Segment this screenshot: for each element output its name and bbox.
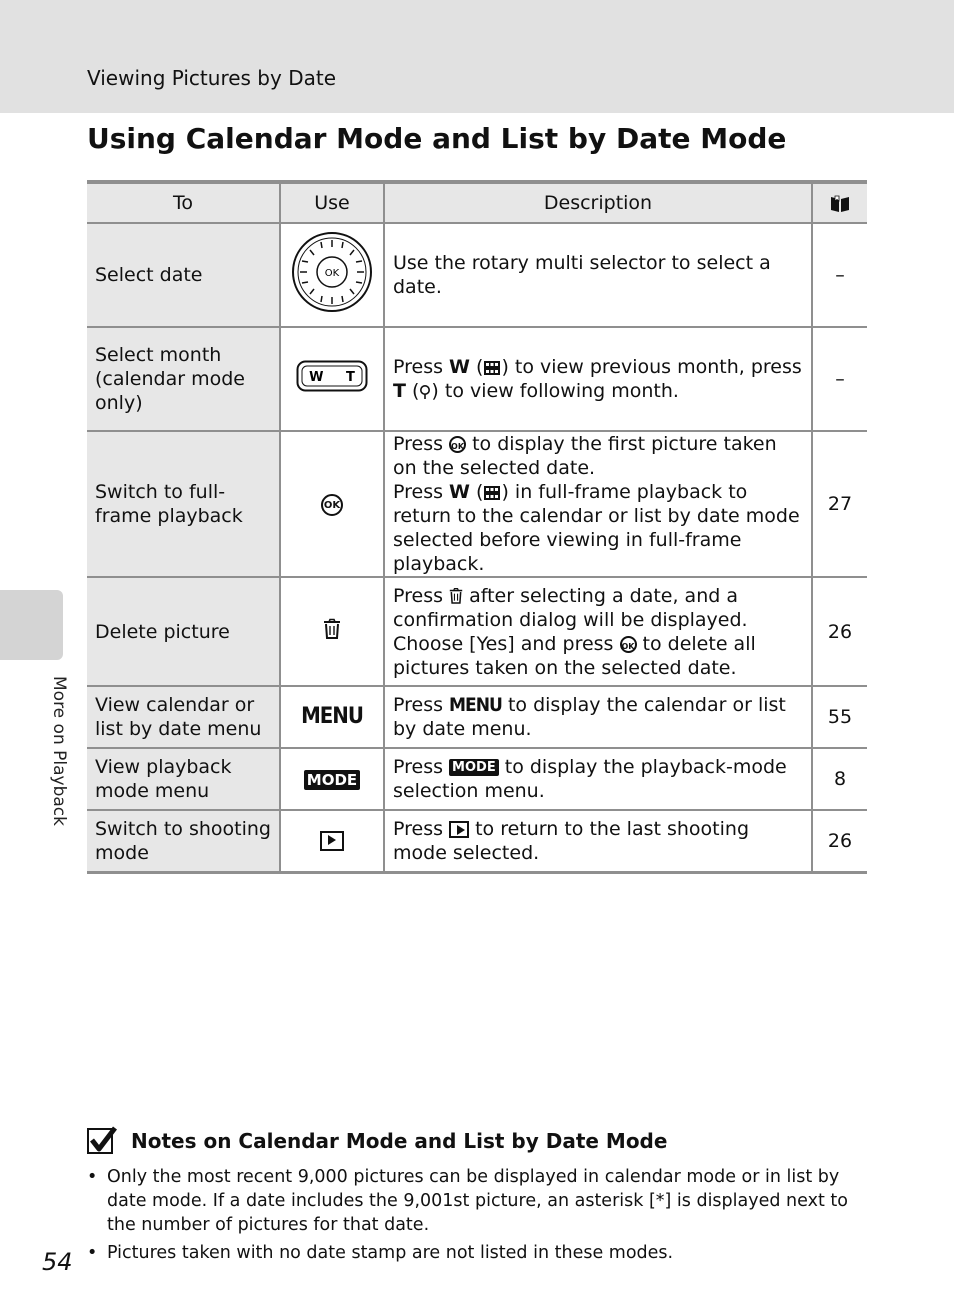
use-cell bbox=[280, 431, 384, 577]
zoom-magnifier-icon bbox=[419, 384, 431, 400]
table-row bbox=[87, 686, 867, 748]
zoom-control-icon bbox=[296, 360, 368, 392]
table-row bbox=[87, 748, 867, 810]
row-description: Press OK to display the first picture taken on the selected date. Press W ( ) in full-frame playback to return to the calendar or list by date mode selected before viewing in full-frame playback. bbox=[384, 431, 812, 577]
controls-table bbox=[87, 180, 867, 874]
mode-button-icon: MODE bbox=[304, 770, 360, 790]
table-row bbox=[87, 223, 867, 327]
row-description: Press MENU to display the calendar or list by date menu. bbox=[384, 686, 812, 748]
playback-button-icon bbox=[320, 831, 344, 851]
row-description: Press W ( ) to view previous month, press T ( ) to view following month. bbox=[384, 327, 812, 431]
w-key: W bbox=[449, 481, 471, 503]
use-cell bbox=[280, 686, 384, 748]
ok-button-icon: OK bbox=[620, 636, 637, 653]
row-ref: 27 bbox=[812, 431, 867, 577]
mode-button-icon: MODE bbox=[449, 759, 499, 776]
use-cell bbox=[280, 577, 384, 686]
header-use: Use bbox=[280, 182, 384, 223]
thumbnail-grid-icon bbox=[483, 485, 501, 501]
notes-list bbox=[87, 1165, 867, 1269]
header-ref bbox=[812, 182, 867, 223]
row-to: Select date bbox=[87, 223, 280, 327]
row-to: Switch to shooting mode bbox=[87, 810, 280, 872]
use-cell bbox=[280, 748, 384, 810]
menu-button-icon: MENU bbox=[449, 694, 502, 716]
row-ref: 26 bbox=[812, 577, 867, 686]
table-header-row bbox=[87, 182, 867, 223]
table-row bbox=[87, 810, 867, 872]
table-row bbox=[87, 431, 867, 577]
row-description: Press to return to the last shooting mode selected. bbox=[384, 810, 812, 872]
t-key: T bbox=[393, 380, 406, 402]
use-cell bbox=[280, 327, 384, 431]
table-row bbox=[87, 577, 867, 686]
row-description: Press after selecting a date, and a confirmation dialog will be displayed. Choose [Yes] and press OK to delete all pictures taken on the selected date. bbox=[384, 577, 812, 686]
list-item: • Only the most recent 9,000 pictures can be displayed in calendar mode or in list by date mode. If a date includes the 9,001st picture, an asterisk [*] is displayed next to the number of pictures for that date. bbox=[87, 1165, 867, 1237]
row-to: Select month (calendar mode only) bbox=[87, 327, 280, 431]
side-tab-label: More on Playback bbox=[49, 676, 69, 826]
row-ref: 55 bbox=[812, 686, 867, 748]
menu-button-icon: MENU bbox=[301, 704, 363, 729]
header-band bbox=[0, 0, 954, 113]
ok-label: OK bbox=[324, 268, 340, 279]
row-ref: 8 bbox=[812, 748, 867, 810]
checkmark-icon bbox=[87, 1126, 117, 1156]
row-to: View playback mode menu bbox=[87, 748, 280, 810]
ok-button-icon: OK bbox=[449, 436, 466, 453]
use-cell bbox=[280, 223, 384, 327]
trash-icon bbox=[323, 618, 341, 640]
ok-button-icon: OK bbox=[321, 494, 343, 516]
row-ref: 26 bbox=[812, 810, 867, 872]
w-key: W bbox=[449, 356, 471, 378]
side-tab bbox=[0, 590, 63, 660]
row-description: Press MODE to display the playback-mode selection menu. bbox=[384, 748, 812, 810]
section-header: Viewing Pictures by Date bbox=[87, 66, 336, 90]
trash-icon bbox=[449, 587, 463, 605]
rotary-multi-selector-icon bbox=[291, 231, 373, 313]
list-item: • Pictures taken with no date stamp are not listed in these modes. bbox=[87, 1241, 867, 1265]
use-cell bbox=[280, 810, 384, 872]
notes-title: Notes on Calendar Mode and List by Date Mode bbox=[131, 1129, 668, 1153]
notes-heading bbox=[87, 1126, 667, 1156]
playback-button-icon bbox=[449, 821, 469, 838]
row-to: Switch to full-frame playback bbox=[87, 431, 280, 577]
row-ref: – bbox=[812, 223, 867, 327]
table-row bbox=[87, 327, 867, 431]
header-description: Description bbox=[384, 182, 812, 223]
row-to: View calendar or list by date menu bbox=[87, 686, 280, 748]
header-to: To bbox=[87, 182, 280, 223]
row-ref: – bbox=[812, 327, 867, 431]
row-to: Delete picture bbox=[87, 577, 280, 686]
row-description: Use the rotary multi selector to select a date. bbox=[384, 223, 812, 327]
page-number: 54 bbox=[42, 1248, 73, 1276]
zoom-label: W T bbox=[309, 370, 355, 385]
page-title: Using Calendar Mode and List by Date Mode bbox=[87, 122, 787, 155]
thumbnail-grid-icon bbox=[483, 360, 501, 376]
reference-page-icon bbox=[830, 195, 850, 213]
